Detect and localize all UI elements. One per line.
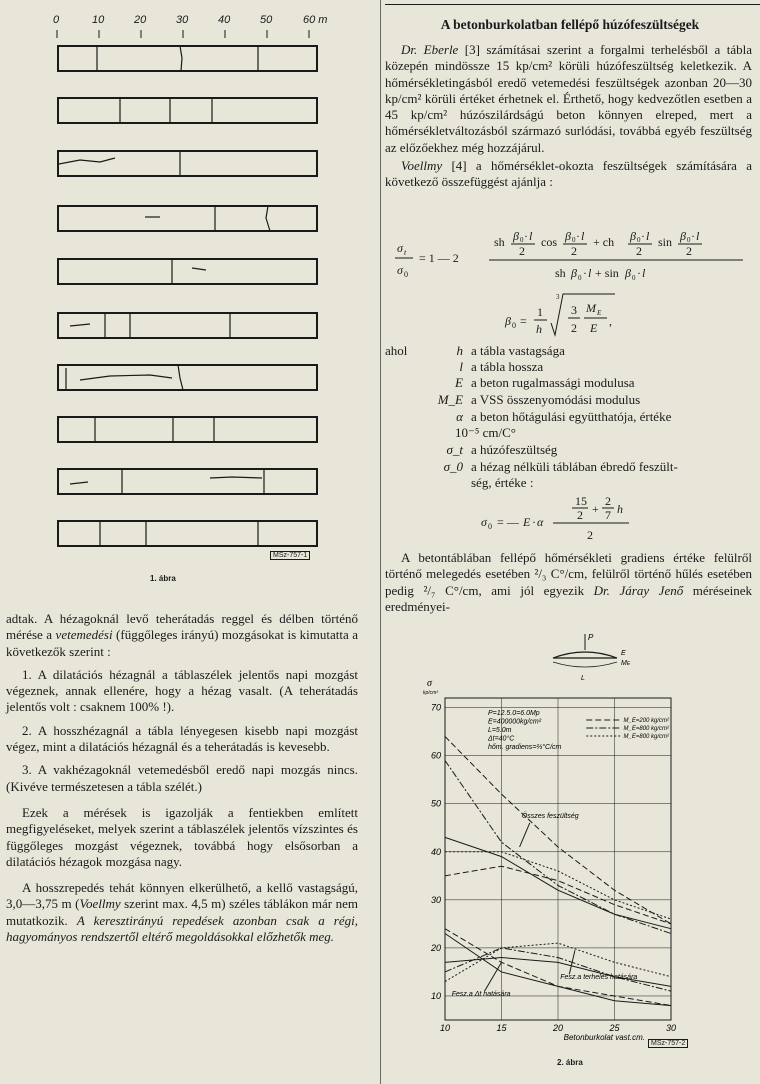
scale-tick: 10 (92, 14, 105, 26)
svg-text:3: 3 (556, 293, 560, 301)
svg-text:0: 0 (512, 321, 516, 330)
figure1-caption: 1. ábra (150, 574, 176, 583)
annotation-total-stress: Összes feszültség (521, 813, 579, 821)
def-text: a VSS összenyomódási modulus (471, 392, 641, 407)
text: A betontáblában fellépő hőmérsékleti gradiens értéke felülről történő melegedés esetében ²/₃ C°/cm, felülről történő hűlés esetében pedig ²/₇ C°/cm, ami jól egyezik (385, 550, 752, 598)
svg-text:sh: sh (555, 266, 566, 280)
def-text: 10⁻⁵ cm/C° (455, 425, 517, 440)
figure2-tag: MSz-757-2 (648, 1039, 688, 1048)
text: szerint max. 4,5 m) széles táblákon már nem mutatkozik. (6, 896, 358, 928)
svg-text:l: l (696, 229, 700, 243)
svg-text:0: 0 (632, 274, 636, 282)
text: méréseinek eredményei- (385, 582, 752, 614)
left-body (6, 611, 358, 945)
svg-text:h: h (617, 502, 623, 516)
def-text: a tábla vastagsága (471, 343, 565, 358)
formula-sigma-t (385, 228, 757, 286)
crack-lines (0, 0, 372, 560)
annotation-load-stress: Fesz.a terheles hatására (560, 974, 638, 982)
def-text: a húzófeszültség (471, 442, 558, 457)
svg-text:·: · (641, 229, 645, 243)
paragraph (385, 42, 752, 156)
annotation-pointer (569, 950, 575, 974)
svg-text:h: h (536, 322, 542, 336)
svg-text:cos: cos (541, 235, 557, 249)
svg-text:1: 1 (537, 305, 543, 319)
svg-text:·: · (637, 266, 641, 280)
paragraph (385, 158, 752, 191)
scale-tick: 40 (218, 14, 231, 26)
svg-text:+ sin: + sin (595, 266, 619, 280)
svg-text:sh: sh (494, 235, 505, 249)
legend-label: M_E=800 kg/cm² (623, 734, 670, 741)
scale-tick: 50 (260, 14, 273, 26)
def-symbol: σ_0 (443, 459, 463, 474)
svg-text:0: 0 (488, 522, 492, 531)
svg-text:3: 3 (571, 303, 577, 317)
right-body-top (385, 42, 752, 191)
paragraph (6, 611, 358, 660)
svg-text:σ: σ (481, 515, 487, 529)
svg-text:t: t (404, 248, 407, 257)
text-italic: Voellmy (79, 896, 121, 912)
svg-text:= 1 — 2: = 1 — 2 (419, 251, 459, 265)
svg-text:E: E (523, 515, 531, 529)
svg-text:β: β (565, 229, 571, 243)
text-italic: Voellmy (401, 158, 443, 174)
svg-text:,: , (609, 314, 612, 328)
param-text: P=12.5.0=6.0Mp (487, 709, 540, 717)
svg-text:σ: σ (397, 263, 403, 277)
scale-tick: 30 (176, 14, 189, 26)
svg-text:2: 2 (571, 244, 577, 258)
y-axis-symbol: σ (427, 678, 432, 689)
right-column (385, 0, 760, 1084)
list-item-3: 3. A vakhézagoknál vetemedésből eredő napi mozgás nincs. (Kivéve természetesen a tábla szélét.) (6, 762, 358, 794)
def-symbol: l (459, 359, 463, 374)
annotation-temp-stress: Fesz.a Δt hatására (451, 990, 511, 998)
formula-sigma0 (475, 494, 655, 546)
y-tick-label: 20 (431, 942, 442, 953)
svg-text:sin: sin (658, 235, 673, 249)
x-tick-label: 10 (440, 1023, 451, 1033)
scale-tick: 60 m (303, 14, 328, 26)
svg-text:2: 2 (577, 508, 583, 522)
x-tick-label: 25 (609, 1023, 620, 1033)
y-tick-label: 60 (431, 750, 442, 761)
svg-text:β: β (513, 229, 519, 243)
def-text: a tábla hossza (471, 359, 544, 374)
svg-text:β: β (680, 229, 686, 243)
x-tick-label: 30 (666, 1023, 677, 1033)
svg-text:·: · (691, 229, 695, 243)
svg-text:·: · (532, 515, 536, 529)
svg-text:2: 2 (605, 494, 611, 508)
def-text: a beton rugalmassági modulusa (471, 375, 635, 390)
column-divider (380, 0, 381, 1084)
svg-text:2: 2 (571, 321, 577, 335)
legend-label: M_E=200 kg/cm² (623, 718, 670, 725)
figure1-tag: MSz-757-1 (270, 551, 310, 560)
y-tick-label: 30 (431, 894, 442, 905)
list-item-1: 1. A dilatációs hézagnál a táblaszélek jelentős napi mozgást végeznek, annak ellenére, hogy a hézag vasalt. (A teherátadás jelentős volt : csaknem 100% !). (6, 666, 358, 715)
svg-text:0: 0 (572, 236, 576, 244)
text-italic: A keresztirányú repedések azonban csak a régi, hagyományos rendszertől eltérő megoldásokkal előzhetők meg. (6, 912, 358, 945)
section-title: A betonburkolatban fellépő húzófeszültségek (440, 17, 700, 32)
svg-text:·: · (576, 229, 580, 243)
svg-text:= —: = — (497, 515, 519, 529)
stress-chart (385, 628, 760, 1084)
svg-text:M: M (586, 301, 596, 315)
y-tick-label: 40 (431, 846, 442, 857)
def-symbol: h (456, 343, 463, 358)
def-symbol: σ_t (446, 442, 463, 457)
text: adtak. A hézagoknál levő teherátadás reggel és délben történő mérése a (6, 611, 358, 643)
definitions (385, 343, 757, 493)
svg-text:E: E (621, 650, 626, 657)
svg-text:β: β (571, 266, 577, 280)
y-tick-label: 70 (431, 702, 442, 713)
param-text: Δt=40°C (487, 735, 515, 743)
svg-text:=: = (520, 314, 527, 328)
svg-text:α: α (537, 515, 544, 529)
svg-text:·: · (524, 229, 528, 243)
svg-text:β: β (625, 266, 631, 280)
text-italic: Dr. Járay Jenő (593, 582, 684, 598)
paragraph: Ezek a mérések is igazolják a fentiekben említett megfigyeléseket, melyek szerint a táblaszélek jelentős vízszintes és függőleges mozgást végeznek, továbbá hogy elsősorban a dilatációs hézagok mozgása nagy. (6, 804, 358, 869)
svg-text:2: 2 (519, 244, 525, 258)
svg-text:l: l (646, 229, 650, 243)
legend-label: M_E=800 kg/cm² (623, 726, 670, 733)
svg-text:15: 15 (575, 494, 587, 508)
scale-tick: 20 (134, 14, 147, 26)
svg-text:l: l (581, 229, 585, 243)
svg-text:l: l (588, 266, 592, 280)
param-text: E=400000kg/cm² (487, 718, 542, 726)
text: (függőleges irányú) mozgásokat is kimutatta a következők szerint : (6, 627, 358, 659)
svg-text:0: 0 (687, 236, 691, 244)
text-italic: vetemedési (55, 627, 113, 643)
def-symbol: α (456, 409, 463, 424)
svg-text:σ: σ (397, 241, 403, 255)
svg-text:2: 2 (587, 528, 593, 542)
y-tick-label: 10 (431, 990, 442, 1001)
list-item-2: 2. A hosszhézagnál a tábla lényegesen kisebb napi mozgást végez, mint a dilatációs hézagnál és a teherátadás is kevesebb. (6, 722, 358, 755)
svg-text:β: β (505, 314, 511, 328)
x-tick-label: 15 (496, 1023, 507, 1033)
annotation-pointer (520, 823, 530, 847)
def-text: a beton hőtágulási együtthatója, értéke (471, 409, 672, 424)
svg-text:L: L (581, 675, 585, 682)
def-symbol: M_E (437, 392, 463, 407)
param-text: hőm. gradiens=⅔°C/cm (487, 743, 562, 751)
svg-text:+ ch: + ch (593, 235, 615, 249)
x-axis-label: Betonburkolat vast.cm. (563, 1033, 646, 1042)
svg-text:P: P (588, 633, 594, 642)
svg-text:·: · (583, 266, 587, 280)
slab-sketch (553, 633, 631, 682)
svg-text:l: l (642, 266, 646, 280)
figure2-caption: 2. ábra (557, 1058, 583, 1067)
param-text: L=5.0m (487, 726, 512, 734)
svg-text:β: β (630, 229, 636, 243)
scale-tick: 0 (53, 14, 60, 26)
svg-text:l: l (529, 229, 533, 243)
y-tick-label: 50 (431, 798, 442, 809)
svg-text:2: 2 (686, 244, 692, 258)
svg-text:ME: ME (621, 660, 631, 667)
x-tick-label: 20 (553, 1023, 564, 1033)
svg-text:E: E (597, 309, 602, 317)
ahol-label: ahol (385, 343, 408, 358)
svg-text:7: 7 (605, 508, 611, 522)
svg-text:0: 0 (404, 270, 408, 279)
svg-text:E: E (590, 321, 598, 335)
svg-text:2: 2 (636, 244, 642, 258)
svg-text:0: 0 (637, 236, 641, 244)
right-body-bottom (385, 550, 752, 615)
svg-text:0: 0 (578, 274, 582, 282)
formula-beta0 (495, 290, 695, 340)
paragraph (385, 550, 752, 615)
paragraph (6, 880, 358, 945)
y-axis-label: kp/cm² (423, 690, 438, 696)
def-text: ség, értéke : (471, 475, 534, 490)
chart-labels (423, 678, 676, 1042)
text: A hosszrepedés tehát könnyen elkerülhető, a kellő vastagságú, 3,0—3,75 m ( (6, 880, 358, 912)
text: [4] a hőmérséklet-okozta feszültségek számítására a következő összefüggést ajánlja : (385, 158, 752, 190)
text: [3] számításai szerint a forgalmi terhelésből a tábla közepén mindössze 15 kp/cm² körüli húzófeszültség keletkezik. A hőmérsékletingásból eredő vetemedési feszültségek azonban 20—30 kp/cm² körüli értéket érhetnek el. Érthető, hogy kedvezőtlen esetben a 45 kp/cm² húzószilárdságú beton könnyen elreped, mert a hőmérsékletváltozásból származó surlódási, továbbá egyéb feszültség az előzőekhez még hozzájárul. (385, 42, 752, 155)
text-italic: Dr. Eberle (401, 42, 459, 57)
def-symbol: E (455, 375, 463, 390)
def-text: a hézag nélküli táblában ébredő feszült- (471, 459, 678, 474)
left-column (0, 0, 372, 1084)
svg-text:+: + (592, 502, 599, 516)
svg-text:0: 0 (520, 236, 524, 244)
